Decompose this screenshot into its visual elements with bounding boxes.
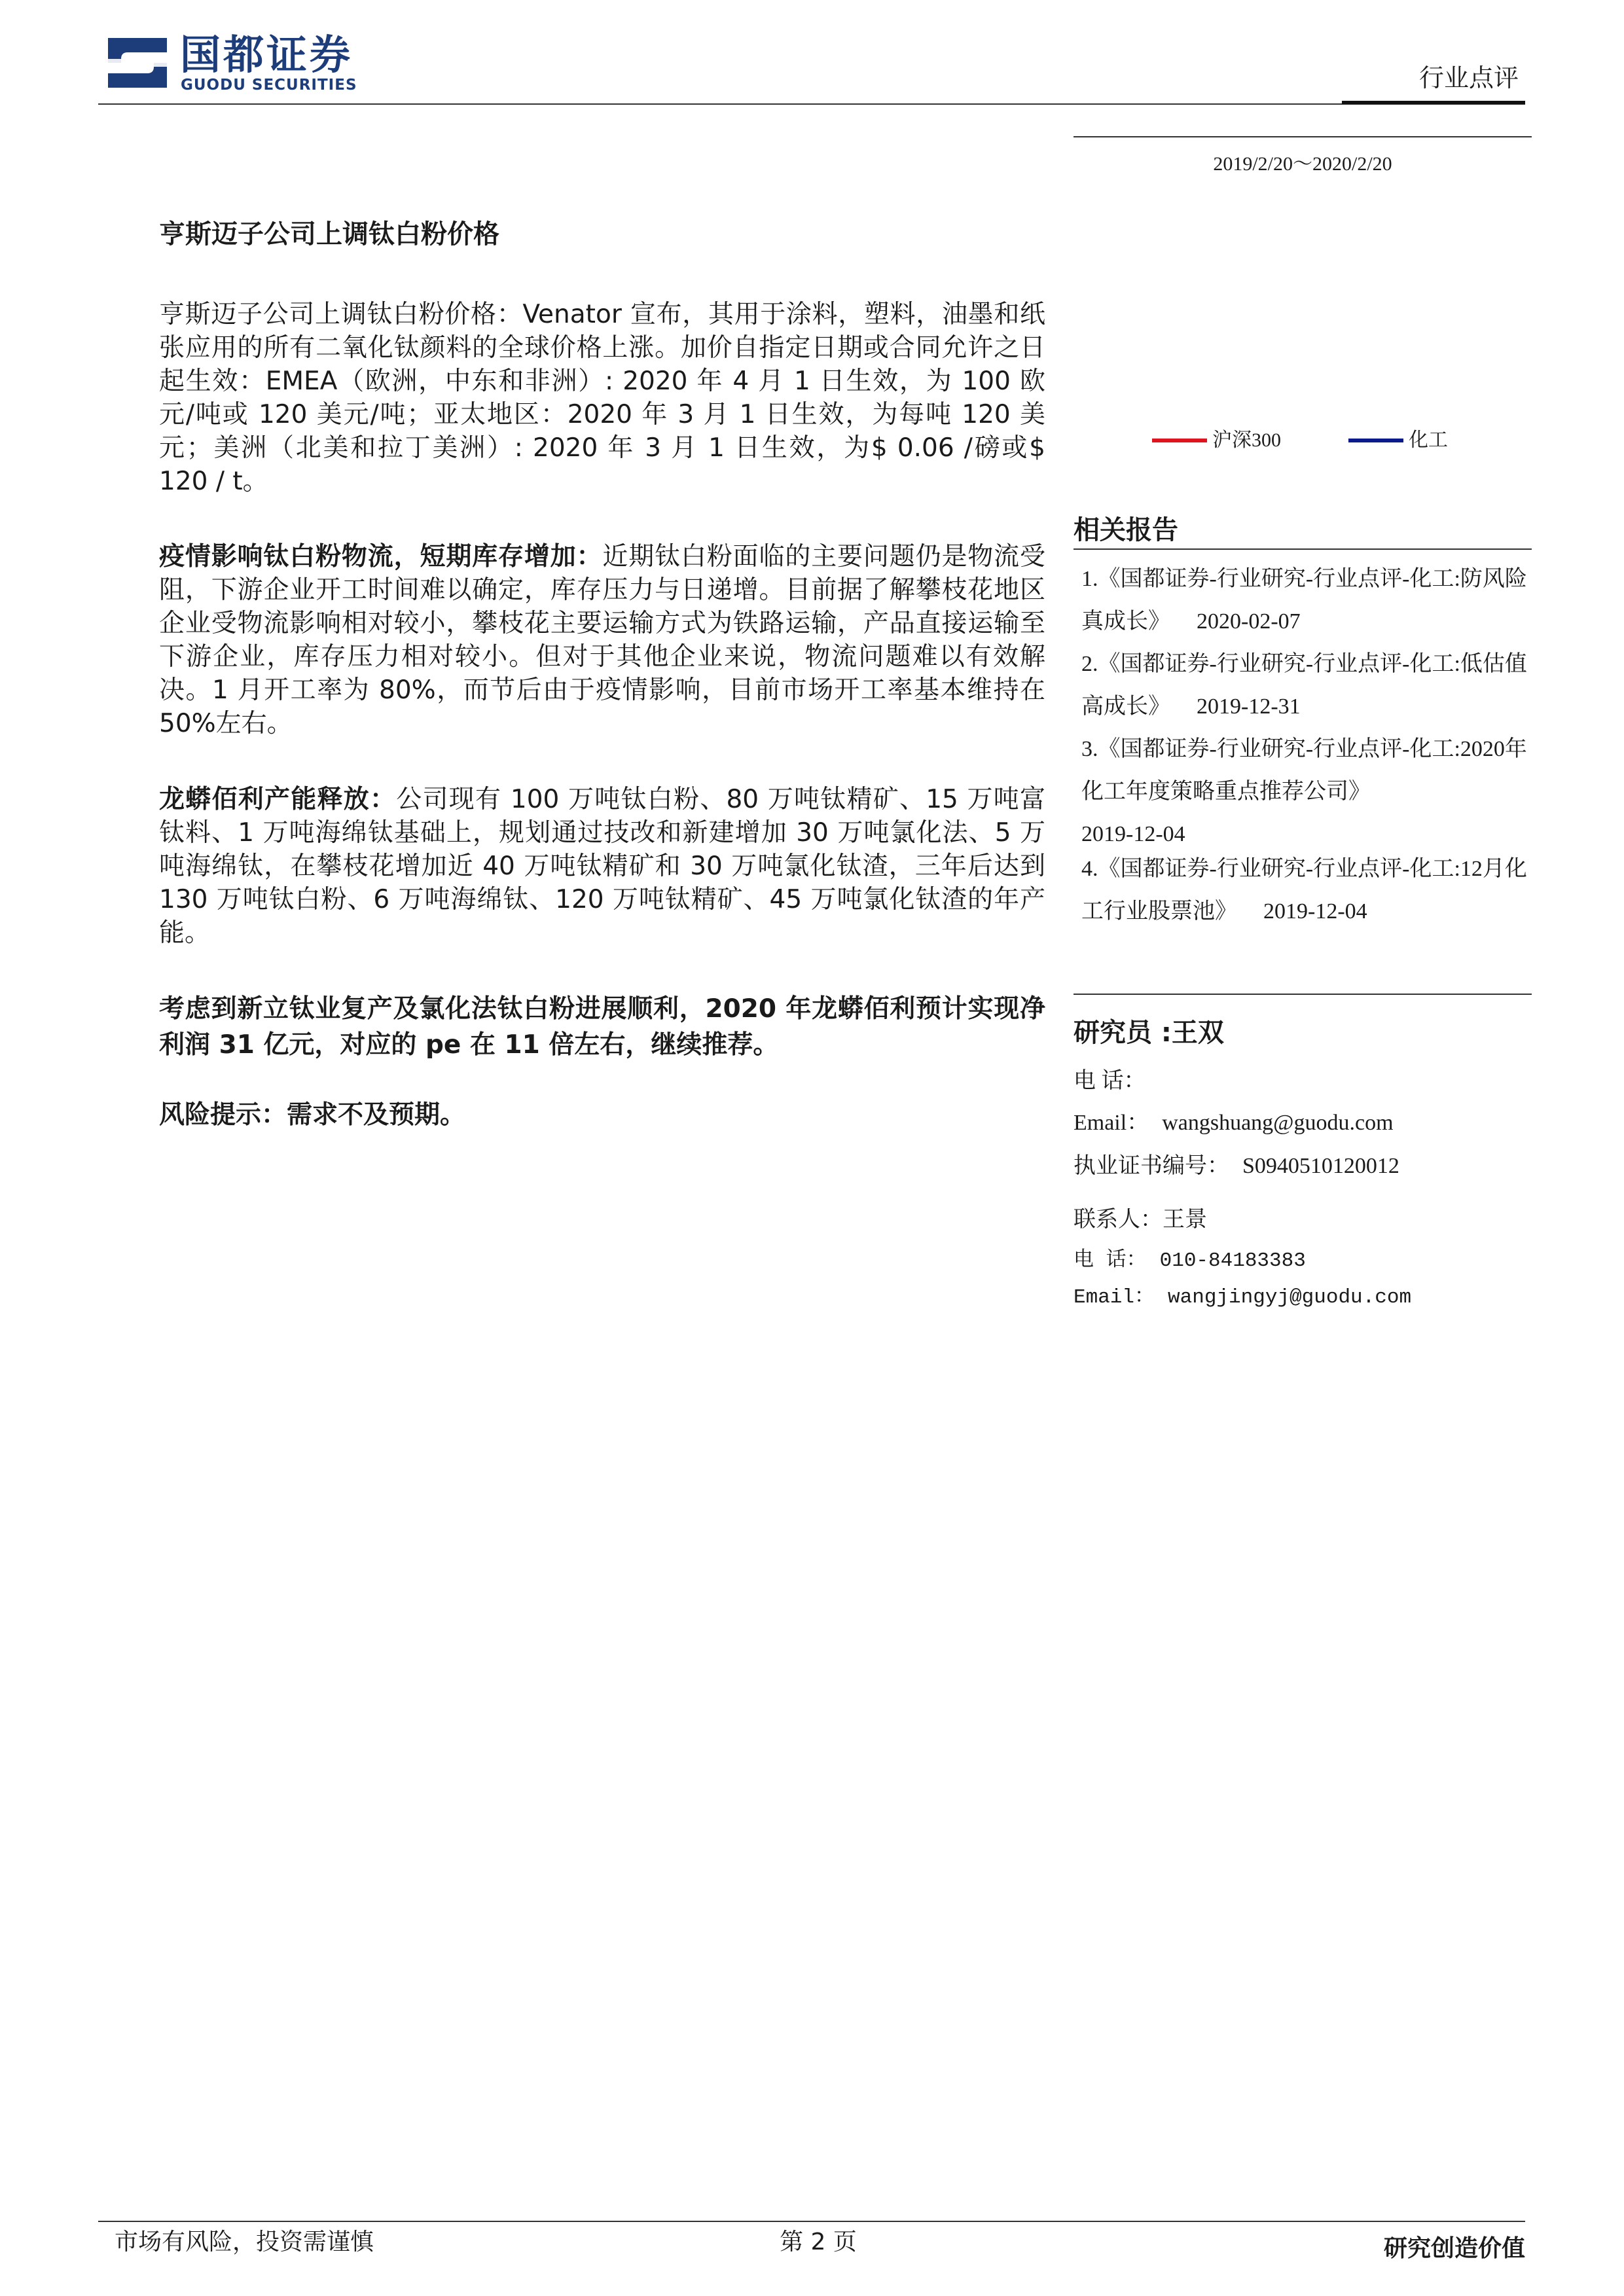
paragraph-logistics [159, 540, 1045, 740]
analyst-certificate [1074, 1152, 1399, 1181]
report-type-label: 行业点评 [1418, 63, 1519, 92]
footer-slogan: 研究创造价值 [1383, 2235, 1525, 2262]
legend-label: 化工 [1409, 429, 1448, 451]
footer-divider [98, 2221, 1525, 2222]
related-report-item[interactable] [1081, 558, 1549, 643]
cert-value: S0940510120012 [1242, 1154, 1399, 1178]
paragraph-lead: 疫情影响钛白粉物流，短期库存增加： [159, 542, 603, 571]
report-date: 2019-12-04 [1081, 822, 1185, 846]
related-report-item[interactable] [1081, 728, 1533, 855]
logo-english-name: GUODU SECURITIES [181, 77, 357, 94]
related-report-item[interactable] [1081, 848, 1533, 933]
paragraph-lead: 龙蟒佰利产能释放： [159, 785, 397, 814]
phone-label: 电 话： [1074, 1069, 1146, 1093]
phone-label: 电 话： [1074, 1249, 1147, 1272]
contact-heading: 联系人：王景 [1074, 1208, 1207, 1232]
paragraph-body: 公司现有 100 万吨钛白粉、80 万吨钛精矿、15 万吨富钛料、1 万吨海绵钛基础上，规划通过技改和新建增加 30 万吨氯化法、5 万吨海绵钛，在攀枝花增加近 40 万吨钛精矿和 30 万吨氯化钛渣，三年后达到 130 万吨钛白粉、6 万吨海绵钛、120 万吨钛精矿、45 万吨氯化钛渣的年产能。 [159, 785, 1045, 948]
analyst-email[interactable] [1074, 1109, 1394, 1138]
header-divider-accent [1342, 101, 1525, 104]
related-report-item[interactable] [1081, 643, 1549, 728]
footer-disclaimer: 市场有风险，投资需谨慎 [115, 2229, 374, 2255]
email-label: Email： [1074, 1286, 1155, 1309]
paragraph-body: 近期钛白粉面临的主要问题仍是物流受阻，下游企业开工时间难以确定，库存压力与日递增。目前据了解攀枝花地区企业受物流影响相对较小，攀枝花主要运输方式为铁路运输，产品直接运输至下游企业，库存压力相对较小。但对于其他企业来说，物流问题难以有效解决。1 月开工率为 80%，而节后由于疫情影响，目前市场开工率基本维持在 50%左右。 [159, 542, 1045, 738]
report-title: 2.《国都证券-行业研究-行业点评-化工:低估值 高成长》 [1081, 652, 1549, 719]
legend-label: 沪深300 [1212, 429, 1281, 451]
sidebar-divider [1074, 548, 1532, 550]
page-number: 第 2 页 [780, 2229, 857, 2255]
email-value[interactable]: wangshuang@guodu.com [1162, 1111, 1394, 1135]
email-label: Email： [1074, 1111, 1149, 1135]
phone-value: 010-84183383 [1159, 1249, 1306, 1272]
report-date: 2019-12-31 [1197, 694, 1301, 719]
legend-item-hs300 [1152, 428, 1281, 453]
paragraph-price-increase: 亨斯迈子公司上调钛白粉价格：Venator 宣布，其用于涂料，塑料，油墨和纸张应用的所有二氧化钛颜料的全球价格上涨。加价自指定日期或合同允许之日起生效：EMEA（欧洲，中东和非洲）: 2020 年 4 月 1 日生效，为 100 欧元/吨或 120 美元/吨；亚太地区：2020 年 3 月 1 日生效，为每吨 120 美元；美洲（北美和拉丁美洲）: 2020 年 3 月 1 日生效，为$ 0.06 /磅或$ 120 / t。 [159, 300, 1045, 496]
sidebar-divider [1074, 994, 1532, 995]
company-logo-icon [101, 33, 173, 93]
contact-phone [1074, 1247, 1306, 1275]
legend-item-chemical [1348, 428, 1448, 453]
contact-email[interactable] [1074, 1284, 1411, 1312]
related-reports-heading: 相关报告 [1074, 515, 1178, 545]
risk-warning: 风险提示：需求不及预期。 [159, 1100, 466, 1130]
analyst-phone [1074, 1067, 1159, 1096]
section-title: 亨斯迈子公司上调钛白粉价格 [159, 219, 499, 249]
analyst-heading: 研究员 :王双 [1074, 1018, 1224, 1048]
logo-chinese-name: 国都证券 [180, 31, 353, 79]
paragraph-capacity [159, 783, 1045, 950]
header-divider [98, 103, 1525, 105]
report-date: 2020-02-07 [1197, 609, 1301, 634]
report-title: 4.《国都证券-行业研究-行业点评-化工:12月化工行业股票池》 [1081, 857, 1527, 924]
chart-date-range: 2019/2/20～2020/2/20 [1213, 153, 1392, 175]
sidebar-divider [1074, 136, 1532, 137]
report-date: 2019-12-04 [1263, 899, 1367, 924]
email-value[interactable]: wangjingyj@guodu.com [1168, 1286, 1412, 1309]
legend-swatch-red [1152, 439, 1207, 442]
paragraph-recommendation: 考虑到新立钛业复产及氯化法钛白粉进展顺利，2020 年龙蟒佰利预计实现净利润 31 亿元，对应的 pe 在 11 倍左右，继续推荐。 [159, 994, 1045, 1060]
legend-swatch-blue [1348, 439, 1403, 442]
report-title: 1.《国都证券-行业研究-行业点评-化工:防风险 真成长》 [1081, 567, 1549, 634]
cert-label: 执业证书编号： [1074, 1154, 1229, 1178]
report-title: 3.《国都证券-行业研究-行业点评-化工:2020年化工年度策略重点推荐公司》 [1081, 737, 1527, 804]
